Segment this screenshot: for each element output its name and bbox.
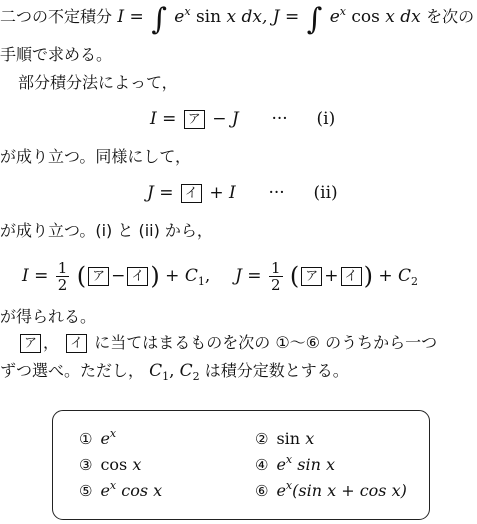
choice-number: ⑤ xyxy=(79,482,93,500)
fraction-numerator: 1 xyxy=(57,259,68,277)
choice-5[interactable] xyxy=(79,481,162,500)
equals-sign: = xyxy=(34,266,49,286)
choice-exp: x xyxy=(109,427,117,440)
comma: , xyxy=(204,266,211,286)
minus-sign: − xyxy=(212,109,227,129)
equals-sign: = xyxy=(162,109,177,129)
var-J: J xyxy=(231,109,239,129)
choice-6[interactable] xyxy=(255,481,407,500)
choice-expr-rest: sin x xyxy=(297,455,335,474)
equation-label-i: (i) xyxy=(316,109,336,129)
equals-sign: = xyxy=(159,183,174,203)
exp-x: x xyxy=(339,5,346,18)
const-c2: C xyxy=(179,361,193,381)
fraction-denominator: 2 xyxy=(270,276,281,294)
subscript-2: 2 xyxy=(192,370,200,383)
blank-a: ア xyxy=(301,267,322,286)
fraction-half xyxy=(269,260,283,293)
choice-expr: sin xyxy=(276,429,301,448)
equals-sign: = xyxy=(129,7,144,27)
instruction-text-2a: ずつ選べ。ただし， xyxy=(0,361,145,380)
text-after-eq1: が成り立つ。同様にして， xyxy=(0,147,192,166)
instruction-text-2b: は積分定数とする。 xyxy=(204,361,349,380)
var-x: x xyxy=(385,7,395,27)
blank-i: イ xyxy=(181,184,202,203)
choice-exp: x xyxy=(109,479,117,492)
text-after-eq2: が成り立つ。(i) と (ii) から， xyxy=(0,221,213,240)
blank-i: イ xyxy=(66,334,87,353)
choice-4[interactable] xyxy=(255,455,335,474)
choice-expr: e xyxy=(276,481,286,500)
instruction-text: に当てはまるものを次の ①～⑥ のうちから一つ xyxy=(94,333,438,352)
choice-expr-rest: (sin x + cos x) xyxy=(292,481,407,500)
choice-number: ④ xyxy=(255,456,269,474)
plus-sign: + xyxy=(378,266,393,286)
plus-sign: + xyxy=(209,183,224,203)
ellipsis: ··· xyxy=(268,183,285,203)
var-J: J xyxy=(235,266,242,286)
equation-result xyxy=(22,258,418,294)
instruction-line-2 xyxy=(0,360,349,382)
blank-a: ア xyxy=(20,334,41,353)
func-sin: sin xyxy=(195,7,222,27)
choice-expr-rest: cos x xyxy=(121,481,163,500)
const-c1: C xyxy=(184,266,198,286)
var-I: I xyxy=(22,266,29,286)
choice-number: ③ xyxy=(79,456,93,474)
intro-text-2: を次の xyxy=(426,7,475,26)
equation-i xyxy=(150,108,335,130)
equals-sign: = xyxy=(284,7,300,27)
choice-expr-rest: x xyxy=(305,429,315,448)
dx: dx, xyxy=(241,7,268,27)
left-paren: ( xyxy=(289,262,300,290)
intro-text: 二つの不定積分 xyxy=(0,7,113,26)
blank-i: イ xyxy=(127,267,148,286)
var-I: I xyxy=(117,7,125,27)
var-x: x xyxy=(226,7,237,27)
equation-ii xyxy=(147,182,338,204)
choice-3[interactable] xyxy=(79,455,141,474)
intro-line-1 xyxy=(0,2,475,37)
comma: , xyxy=(169,361,175,381)
intro-line-2: 手順で求める。 xyxy=(0,45,113,64)
subscript-1: 1 xyxy=(197,275,205,288)
choice-1[interactable] xyxy=(79,429,116,448)
blank-a: ア xyxy=(184,110,205,129)
const-c1: C xyxy=(149,361,163,381)
func-cos: cos xyxy=(351,7,380,27)
equals-sign: = xyxy=(247,266,262,286)
intro-line-3: 部分積分法によって， xyxy=(18,73,178,92)
right-paren: ) xyxy=(363,262,373,290)
fraction-denominator: 2 xyxy=(57,276,68,294)
integral-sign: ∫ xyxy=(306,2,323,37)
choices-box xyxy=(52,410,430,520)
choice-expr: e xyxy=(276,455,286,474)
left-paren: ( xyxy=(76,262,87,290)
var-I: I xyxy=(228,183,236,203)
separator: ， xyxy=(43,333,60,352)
choice-number: ⑥ xyxy=(255,482,269,500)
var-J: J xyxy=(147,183,154,203)
choice-number: ② xyxy=(255,430,269,448)
text-after-eq3: が得られる。 xyxy=(0,307,97,326)
instruction-line-1 xyxy=(18,332,437,354)
ellipsis: ··· xyxy=(271,109,288,129)
equation-label-ii: (ii) xyxy=(313,183,338,203)
right-paren: ) xyxy=(150,262,160,290)
choice-expr-rest: x xyxy=(132,455,142,474)
choice-expr: e xyxy=(100,429,110,448)
var-I: I xyxy=(150,109,157,129)
minus-sign: − xyxy=(111,266,126,286)
choice-exp: x xyxy=(285,453,293,466)
dx: dx xyxy=(400,7,421,27)
var-e: e xyxy=(329,7,340,27)
choice-number: ① xyxy=(79,430,93,448)
const-c2: C xyxy=(398,266,412,286)
subscript-1: 1 xyxy=(162,370,170,383)
var-J: J xyxy=(272,7,280,27)
var-e: e xyxy=(174,7,185,27)
plus-sign: + xyxy=(324,266,339,286)
blank-a: ア xyxy=(88,267,109,286)
choice-expr: cos xyxy=(100,455,128,474)
choice-2[interactable] xyxy=(255,429,314,448)
choice-exp: x xyxy=(285,479,293,492)
exp-x: x xyxy=(184,5,191,18)
subscript-2: 2 xyxy=(411,275,419,288)
choice-expr: e xyxy=(100,481,110,500)
fraction-half xyxy=(56,260,70,293)
integral-sign: ∫ xyxy=(151,2,167,37)
blank-i: イ xyxy=(341,267,362,286)
fraction-numerator: 1 xyxy=(270,259,281,277)
plus-sign: + xyxy=(165,266,180,286)
